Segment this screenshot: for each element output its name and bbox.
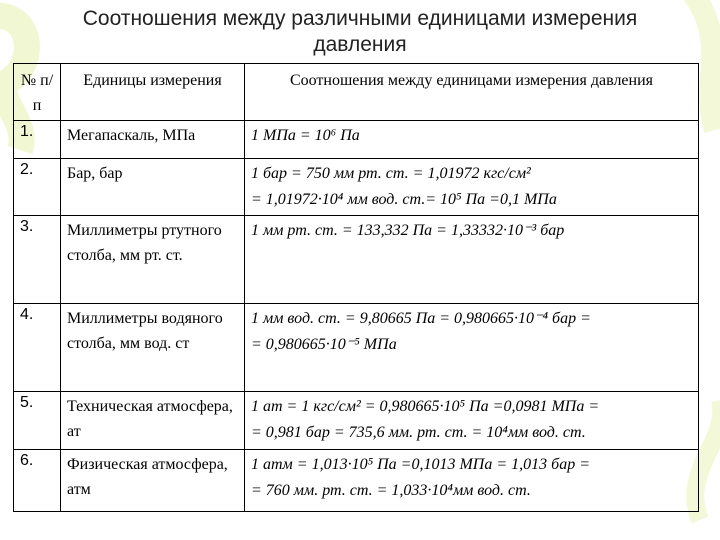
page-title bbox=[0, 6, 720, 58]
header-relation: Соотношения между единицами измерения давления bbox=[245, 64, 699, 121]
relation-line: 1 атм = 1,013·10⁵ Па =0,1013 МПа = 1,013 бар = bbox=[251, 456, 590, 473]
pressure-units-table bbox=[13, 63, 699, 512]
unit-name: Бар, бар bbox=[61, 159, 245, 216]
title-line-1: Соотношения между различными единицами измерения bbox=[82, 7, 638, 30]
row-number: 4. bbox=[14, 304, 61, 392]
relation-line: = 760 мм. рт. ст. = 1,033·10⁴мм вод. ст. bbox=[251, 482, 531, 499]
relation-line: = 0,980665·10⁻⁵ МПа bbox=[251, 336, 397, 353]
table-row bbox=[14, 304, 699, 392]
relation-line: 1 МПа = 10⁶ Па bbox=[251, 127, 360, 144]
unit-name: Техническая атмосфера, ат bbox=[61, 392, 245, 450]
unit-name: Миллиметры водяного столба, мм вод. ст bbox=[61, 304, 245, 392]
unit-relation bbox=[245, 159, 699, 216]
unit-relation bbox=[245, 216, 699, 304]
unit-relation bbox=[245, 304, 699, 392]
row-number: 2. bbox=[14, 159, 61, 216]
table-row bbox=[14, 450, 699, 512]
table-row bbox=[14, 392, 699, 450]
unit-relation bbox=[245, 450, 699, 512]
relation-line: 1 мм вод. ст. = 9,80665 Па = 0,980665·10⁻⁴ бар = bbox=[251, 310, 591, 327]
header-num: № п/п bbox=[14, 64, 61, 121]
relation-line: 1 ат = 1 кгс/см² = 0,980665·10⁵ Па =0,0981 МПа = bbox=[251, 398, 600, 415]
row-number: 5. bbox=[14, 392, 61, 450]
unit-relation bbox=[245, 121, 699, 159]
relation-line: 1 мм рт. ст. = 133,332 Па = 1,33332·10⁻³ бар bbox=[251, 222, 565, 239]
relation-line: = 0,981 бар = 735,6 мм. рт. ст. = 10⁴мм вод. ст. bbox=[251, 424, 586, 441]
row-number: 6. bbox=[14, 450, 61, 512]
row-number: 1. bbox=[14, 121, 61, 159]
table-header-row bbox=[14, 64, 699, 121]
table-row bbox=[14, 121, 699, 159]
header-unit: Единицы измерения bbox=[61, 64, 245, 121]
unit-name: Мегапаскаль, МПа bbox=[61, 121, 245, 159]
row-number: 3. bbox=[14, 216, 61, 304]
table-row bbox=[14, 216, 699, 304]
unit-relation bbox=[245, 392, 699, 450]
table-row bbox=[14, 159, 699, 216]
title-line-2: давления bbox=[313, 33, 407, 56]
relation-line: 1 бар = 750 мм рт. ст. = 1,01972 кгс/см² bbox=[251, 165, 531, 182]
unit-name: Физическая атмосфера, атм bbox=[61, 450, 245, 512]
relation-line: = 1,01972·10⁴ мм вод. ст.= 10⁵ Па =0,1 МПа bbox=[251, 191, 557, 208]
unit-name: Миллиметры ртутного столба, мм рт. ст. bbox=[61, 216, 245, 304]
